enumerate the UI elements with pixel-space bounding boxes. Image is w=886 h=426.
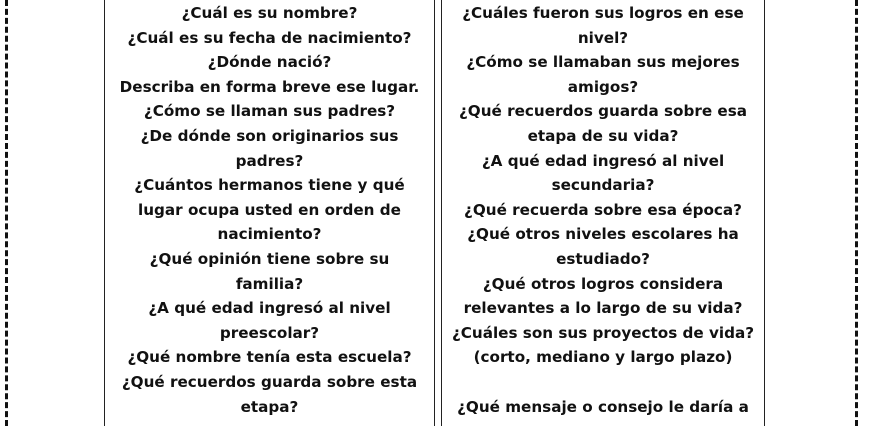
question-line: ¿Cuál es su nombre? xyxy=(181,4,358,22)
question-line: familia? xyxy=(235,274,304,293)
question-line: nivel? xyxy=(577,28,629,47)
question-line: ¿Cómo se llamaban sus mejores xyxy=(466,53,740,72)
question-line: etapa? xyxy=(240,397,299,416)
question-line: ¿Qué otros niveles escolares ha xyxy=(467,225,739,244)
question-column-left xyxy=(104,0,435,426)
dashed-border-right xyxy=(855,0,858,426)
question-line: Describa en forma breve ese lugar. xyxy=(119,77,420,96)
question-line: ¿Qué nombre tenía esta escuela? xyxy=(127,348,412,367)
question-line: ¿Qué recuerdos guarda sobre esta xyxy=(121,372,418,391)
question-line: ¿Qué recuerda sobre esa época? xyxy=(464,200,742,219)
question-line: amigos? xyxy=(567,77,639,96)
question-line: ¿A qué edad ingresó al nivel xyxy=(148,299,391,318)
question-line: padres? xyxy=(235,151,304,170)
question-line: nacimiento? xyxy=(217,225,322,244)
question-line: ¿Cuáles son sus proyectos de vida? xyxy=(451,323,755,342)
question-line: ¿A qué edad ingresó al nivel xyxy=(481,151,725,170)
dashed-border-left xyxy=(5,0,8,426)
question-line: ¿Dónde nació? xyxy=(207,53,332,72)
question-line: ¿Qué mensaje o consejo le daría a xyxy=(457,397,749,416)
question-line: (corto, mediano y largo plazo) xyxy=(473,348,733,367)
question-line: estudiado? xyxy=(556,249,650,268)
question-line: secundaria? xyxy=(551,176,655,195)
question-line-blank xyxy=(442,370,764,395)
question-line: ¿Qué recuerdos guarda sobre esa xyxy=(459,102,747,121)
question-line: preescolar? xyxy=(219,323,320,342)
question-column-right xyxy=(441,0,765,426)
question-line: ¿Qué opinión tiene sobre su xyxy=(149,249,390,268)
question-line: ¿Cuáles fueron sus logros en ese xyxy=(462,4,744,22)
question-line: ¿Cuántos hermanos tiene y qué xyxy=(134,176,405,195)
question-line: relevantes a lo largo de su vida? xyxy=(463,299,743,318)
question-line: lugar ocupa usted en orden de xyxy=(138,200,401,219)
question-line: ¿De dónde son originarios sus xyxy=(140,126,399,145)
question-line: ¿Cuál es su fecha de nacimiento? xyxy=(127,28,412,47)
question-line: ¿Cómo se llaman sus padres? xyxy=(143,102,396,121)
question-line: ¿Qué otros logros considera xyxy=(482,274,724,293)
question-line: etapa de su vida? xyxy=(527,126,679,145)
